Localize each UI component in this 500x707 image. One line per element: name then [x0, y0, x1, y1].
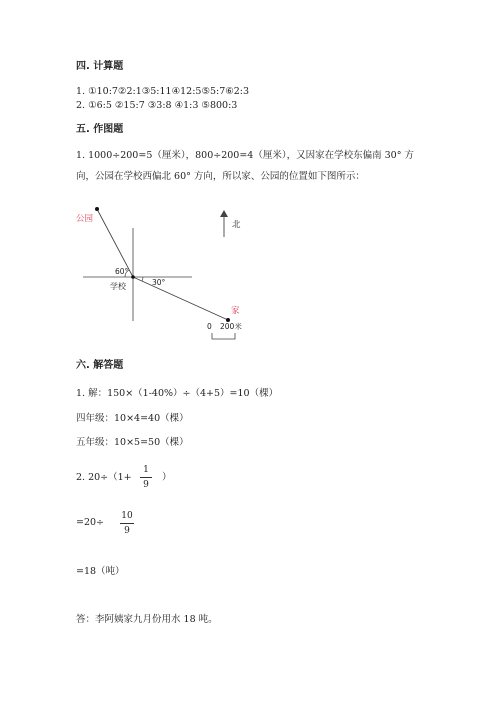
angle-60-label: 60°	[115, 267, 129, 276]
q1-line-1: 1. 解：150×（1-40%）÷（4+5）=10（棵）	[76, 388, 279, 399]
q2-step-2-prefix: =20÷	[76, 517, 105, 528]
school-point	[131, 275, 135, 279]
section-4-line-1: 1. ①10:7②2:1③5:11④12:5⑤5:7⑥2:3	[76, 86, 250, 97]
fraction-2-numerator: 10	[121, 511, 133, 521]
angle-30-label: 30°	[152, 278, 166, 287]
fraction-1-denominator: 9	[143, 480, 149, 490]
park-label: 公园	[76, 214, 94, 224]
section-5-line-1: 1. 1000÷200=5（厘米），800÷200=4（厘米），又因家在学校东偏南 30° 方	[76, 150, 414, 161]
q2-fraction-2	[118, 511, 136, 536]
section-5-heading: 五. 作图题	[76, 124, 124, 135]
park-point	[95, 207, 99, 211]
section-4-heading: 四. 计算题	[76, 61, 124, 72]
section-6-heading: 六. 解答题	[76, 360, 124, 371]
q1-line-3: 五年级：10×5=50（棵）	[76, 437, 189, 448]
scale-bar	[212, 333, 235, 339]
line-school-to-home	[133, 277, 228, 320]
angle-30-arc	[142, 277, 143, 281]
north-arrow-icon	[220, 210, 228, 217]
school-label: 学校	[110, 282, 126, 291]
north-label: 北	[232, 220, 241, 230]
scale-distance-label: 200米	[220, 322, 242, 331]
q2-expression-prefix: 2. 20÷（1+	[76, 472, 132, 483]
home-label: 家	[231, 306, 240, 316]
scale-zero-label: 0	[207, 322, 212, 331]
section-4-line-2: 2. ①6:5 ②15:7 ③3:8 ④1:3 ⑤800:3	[76, 100, 238, 111]
section-5-line-2: 向，公园在学校西偏北 60° 方向，所以家、公园的位置如下图所示：	[76, 171, 365, 182]
fraction-1-numerator: 1	[143, 465, 149, 475]
answer-line: 答：李阿姨家九月份用水 18 吨。	[76, 614, 218, 625]
fraction-2-denominator: 9	[124, 526, 130, 536]
q2-expression-suffix: ）	[162, 472, 172, 483]
q1-line-2: 四年级：10×4=40（棵）	[76, 413, 189, 424]
q2-fraction-1	[138, 465, 154, 490]
q2-step-3: =18（吨）	[76, 566, 125, 577]
